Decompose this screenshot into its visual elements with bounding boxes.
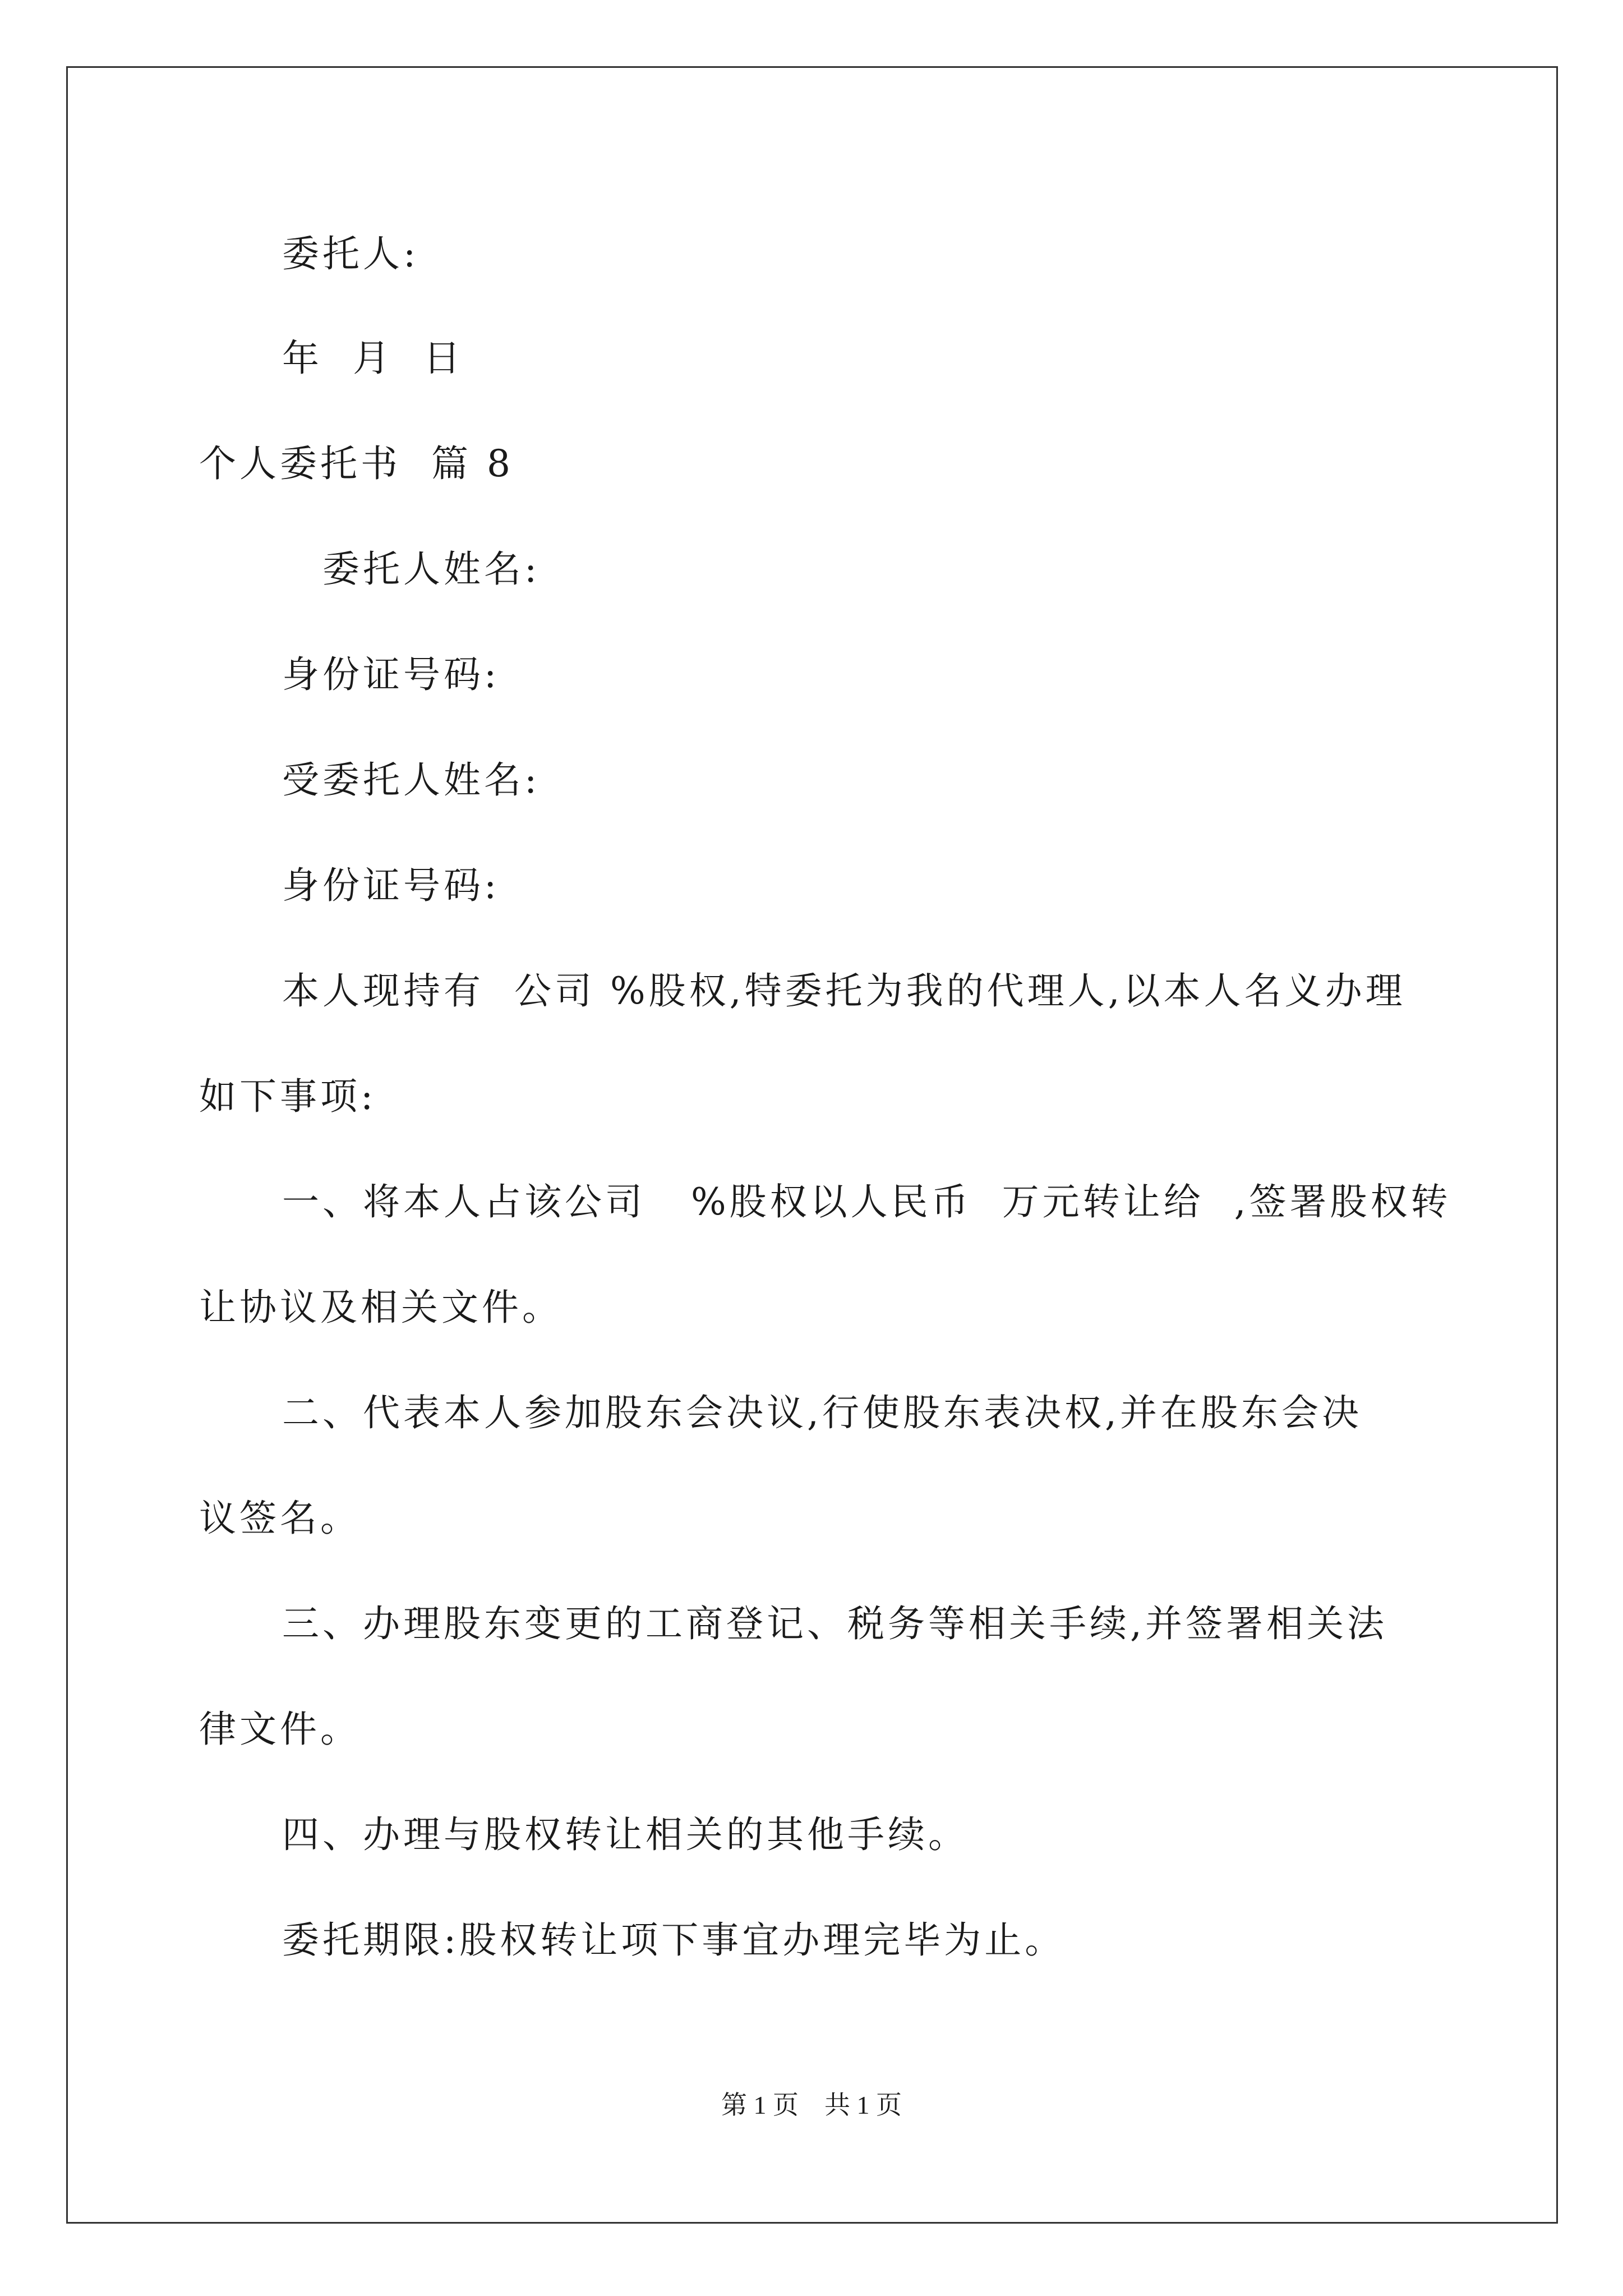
paragraph-item-3-continued: 律文件。 [199,1708,361,1751]
text-line-client: 委托人: [282,232,419,275]
page-border [66,66,1558,2224]
text-line-client-name: 委托人姓名: [322,547,541,591]
paragraph-item-1-continued: 让协议及相关文件。 [199,1286,562,1329]
text-line-id-number: 身份证号码: [282,653,500,696]
paragraph-item-3: 三、办理股东变更的工商登记、税务等相关手续,并签署相关法 [282,1602,1387,1645]
page-number-footer: 第 1 页 共 1 页 [721,2091,902,2119]
section-heading: 个人委托书 篇 8 [199,442,514,485]
paragraph-intro: 本人现持有 公司 %股权,特委托为我的代理人,以本人名义办理 [282,969,1406,1013]
paragraph-intro-continued: 如下事项: [199,1075,377,1118]
paragraph-item-4: 四、办理与股权转让相关的其他手续。 [282,1813,969,1856]
paragraph-item-2-continued: 议签名。 [199,1497,361,1540]
text-line-date: 年 月 日 [282,337,464,380]
text-line-agent-id-number: 身份证号码: [282,864,500,907]
text-line-agent-name: 受委托人姓名: [282,758,541,802]
paragraph-term: 委托期限:股权转让项下事宜办理完毕为止。 [282,1918,1066,1962]
paragraph-item-1: 一、将本人占该公司 %股权以人民币 万元转让给 ,签署股权转 [282,1180,1451,1223]
paragraph-item-2: 二、代表本人参加股东会决议,行使股东表决权,并在股东会决 [282,1391,1362,1434]
